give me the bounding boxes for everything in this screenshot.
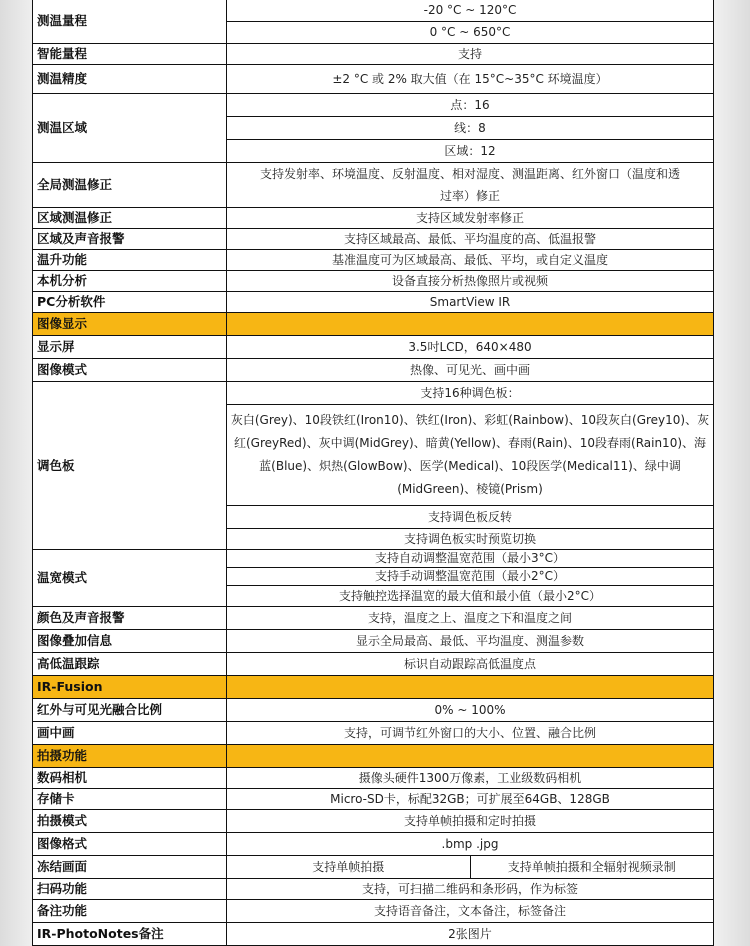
section-title: 拍摄功能 — [33, 745, 227, 768]
row-label: 区域测温修正 — [33, 208, 227, 229]
freeze-right-value: 支持单帧拍摄和全辐射视频录制 — [470, 856, 714, 879]
table-row — [33, 789, 714, 810]
palette-list: 灰白(Grey)、10段铁红(Iron10)、铁红(Iron)、彩虹(Rainbow)、10段灰白(Grey10)、灰红(GreyRed)、灰中调(MidGrey)、暗黄(Yellow)、春雨(Rain)、10段春雨(Rain10)、海蓝(Blue)、炽热(GlowBow)、医学(Medical)、10段医学(Medical11)、绿中调(MidGreen)、棱镜(Prism) — [227, 405, 714, 506]
table-row — [33, 630, 714, 653]
section-fill — [227, 745, 714, 768]
row-label: 图像模式 — [33, 359, 227, 382]
table-row — [33, 292, 714, 313]
section-title: IR-Fusion — [33, 676, 227, 699]
row-label: 扫码功能 — [33, 879, 227, 900]
row-value: ±2 °C 或 2% 取大值（在 15°C~35°C 环境温度） — [227, 65, 714, 94]
row-label: 显示屏 — [33, 336, 227, 359]
row-label: 颜色及声音报警 — [33, 607, 227, 630]
row-label: 测温量程 — [33, 0, 227, 44]
table-row — [33, 229, 714, 250]
table-row — [33, 336, 714, 359]
row-value: 支持发射率、环境温度、反射温度、相对湿度、测温距离、红外窗口（温度和透过率）修正 — [227, 163, 714, 208]
row-value: 线：8 — [227, 117, 714, 140]
row-value: Micro-SD卡，标配32GB；可扩展至64GB、128GB — [227, 789, 714, 810]
row-value: 设备直接分析热像照片或视频 — [227, 271, 714, 292]
row-value: SmartView IR — [227, 292, 714, 313]
row-label: 调色板 — [33, 382, 227, 550]
row-value: 支持，可扫描二维码和条形码，作为标签 — [227, 879, 714, 900]
row-label: 测温区域 — [33, 94, 227, 163]
row-value: 支持触控选择温宽的最大值和最小值（最小2°C） — [227, 586, 714, 607]
row-label: 全局测温修正 — [33, 163, 227, 208]
row-label: 备注功能 — [33, 900, 227, 923]
row-label: 高低温跟踪 — [33, 653, 227, 676]
row-label: 拍摄模式 — [33, 810, 227, 833]
table-row — [33, 359, 714, 382]
row-label: 画中画 — [33, 722, 227, 745]
row-value: 支持调色板实时预览切换 — [227, 529, 714, 550]
row-label: 本机分析 — [33, 271, 227, 292]
table-row — [33, 699, 714, 722]
section-fill — [227, 313, 714, 336]
row-label: PC分析软件 — [33, 292, 227, 313]
table-row — [33, 65, 714, 94]
row-label: 数码相机 — [33, 768, 227, 789]
table-row — [33, 0, 714, 21]
row-value: 显示全局最高、最低、平均温度、测温参数 — [227, 630, 714, 653]
row-value: 0 °C ~ 650°C — [227, 21, 714, 44]
table-row — [33, 607, 714, 630]
row-value: 支持单帧拍摄和定时拍摄 — [227, 810, 714, 833]
table-row — [33, 550, 714, 568]
row-label: 图像格式 — [33, 833, 227, 856]
table-row — [33, 768, 714, 789]
table-row — [33, 653, 714, 676]
table-row — [33, 879, 714, 900]
row-label: 冻结画面 — [33, 856, 227, 879]
row-value: -20 °C ~ 120°C — [227, 0, 714, 21]
row-value: 支持手动调整温宽范围（最小2°C） — [227, 568, 714, 586]
row-value: 基准温度可为区域最高、最低、平均，或自定义温度 — [227, 250, 714, 271]
row-value: 摄像头硬件1300万像素，工业级数码相机 — [227, 768, 714, 789]
section-header-display — [33, 313, 714, 336]
row-value: 支持区域最高、最低、平均温度的高、低温报警 — [227, 229, 714, 250]
row-value: 支持语音备注，文本备注，标签备注 — [227, 900, 714, 923]
row-label: 存储卡 — [33, 789, 227, 810]
row-value: 支持，可调节红外窗口的大小、位置、融合比例 — [227, 722, 714, 745]
row-value: 支持自动调整温宽范围（最小3°C） — [227, 550, 714, 568]
table-row — [33, 44, 714, 65]
section-header-capture — [33, 745, 714, 768]
table-row — [33, 163, 714, 208]
row-value: .bmp .jpg — [227, 833, 714, 856]
row-value: 热像、可见光、画中画 — [227, 359, 714, 382]
row-label: 智能量程 — [33, 44, 227, 65]
table-row — [33, 208, 714, 229]
spec-table — [32, 0, 714, 946]
freeze-left-value: 支持单帧拍摄 — [227, 856, 471, 879]
row-value: 3.5吋LCD，640×480 — [227, 336, 714, 359]
row-label: 测温精度 — [33, 65, 227, 94]
row-value: 支持16种调色板： — [227, 382, 714, 405]
table-row — [33, 900, 714, 923]
row-label: IR-PhotoNotes备注 — [33, 923, 227, 946]
row-label: 图像叠加信息 — [33, 630, 227, 653]
row-value: 区域：12 — [227, 140, 714, 163]
row-label: 温宽模式 — [33, 550, 227, 607]
table-row — [33, 94, 714, 117]
table-row — [33, 722, 714, 745]
row-value: 支持区域发射率修正 — [227, 208, 714, 229]
table-row — [33, 856, 714, 879]
row-value: 2张图片 — [227, 923, 714, 946]
row-value: 0% ~ 100% — [227, 699, 714, 722]
section-fill — [227, 676, 714, 699]
row-value: 支持调色板反转 — [227, 506, 714, 529]
row-value: 支持，温度之上、温度之下和温度之间 — [227, 607, 714, 630]
table-row — [33, 250, 714, 271]
section-header-fusion — [33, 676, 714, 699]
row-label: 温升功能 — [33, 250, 227, 271]
row-value: 标识自动跟踪高低温度点 — [227, 653, 714, 676]
row-label: 红外与可见光融合比例 — [33, 699, 227, 722]
row-value: 支持 — [227, 44, 714, 65]
table-row — [33, 382, 714, 405]
table-row — [33, 810, 714, 833]
table-row — [33, 271, 714, 292]
row-value: 点：16 — [227, 94, 714, 117]
table-row — [33, 833, 714, 856]
section-title: 图像显示 — [33, 313, 227, 336]
row-label: 区域及声音报警 — [33, 229, 227, 250]
